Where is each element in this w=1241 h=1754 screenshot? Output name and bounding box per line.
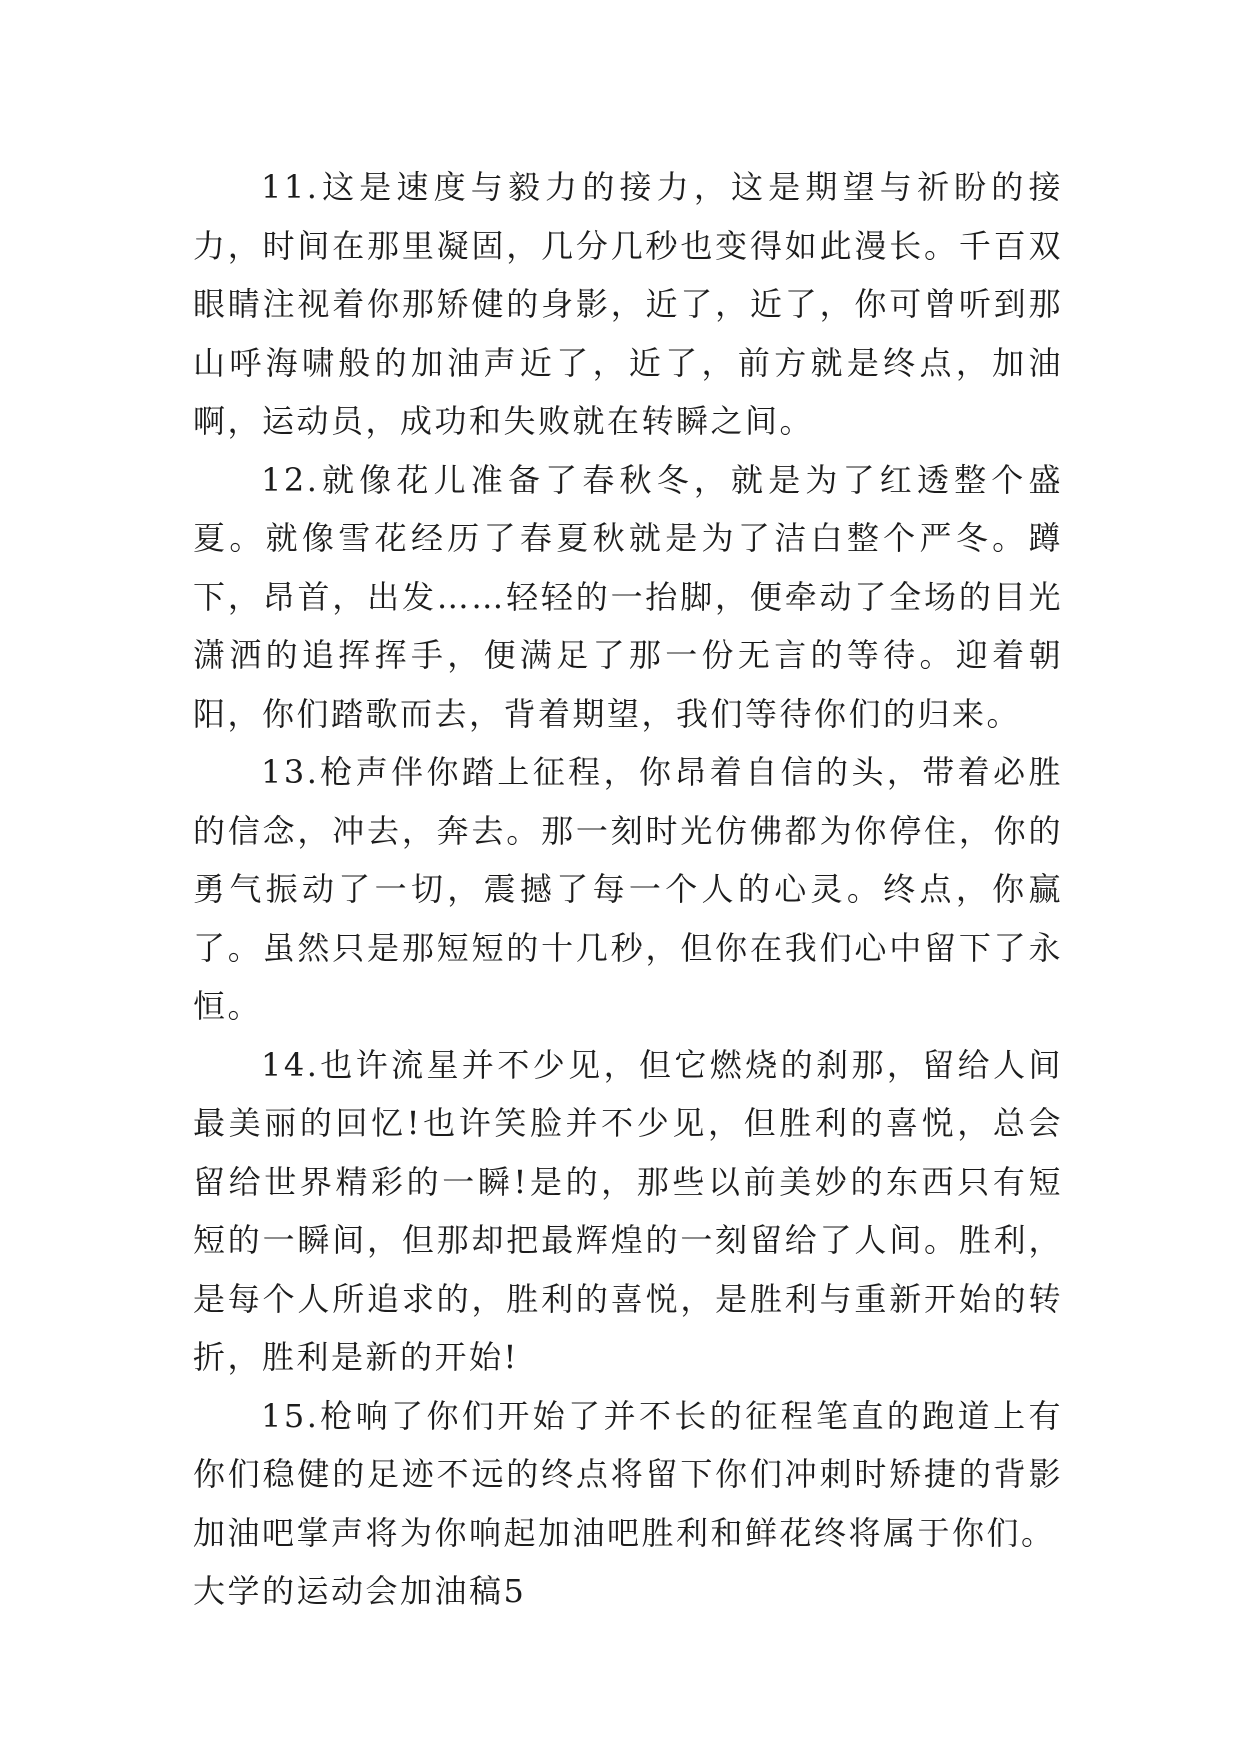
- paragraph-15: 15.枪响了你们开始了并不长的征程笔直的跑道上有你们稳健的足迹不远的终点将留下你们冲刺时矫捷的背影加油吧掌声将为你响起加油吧胜利和鲜花终将属于你们。: [193, 1396, 1063, 1552]
- paragraph-12: 12.就像花儿准备了春秋冬，就是为了红透整个盛夏。就像雪花经历了春夏秋就是为了洁白整个严冬。蹲下，昂首，出发……轻轻的一抬脚，便牵动了全场的目光潇洒的追挥挥手，便满足了那一份无言的等待。迎着朝阳，你们踏歌而去，背着期望，我们等待你们的归来。: [193, 460, 1063, 733]
- section-heading: 大学的运动会加油稿5: [193, 1572, 527, 1610]
- paragraph-13: 13.枪声伴你踏上征程，你昂着自信的头，带着必胜的信念，冲去，奔去。那一刻时光仿佛都为你停住，你的勇气振动了一切，震撼了每一个人的心灵。终点，你赢了。虽然只是那短短的十几秒，但你在我们心中留下了永恒。: [193, 753, 1063, 1025]
- paragraph-14: 14.也许流星并不少见，但它燃烧的刹那，留给人间最美丽的回忆!也许笑脸并不少见，但胜利的喜悦，总会留给世界精彩的一瞬!是的，那些以前美妙的东西只有短短的一瞬间，但那却把最辉煌的一刻留给了人间。胜利，是每个人所追求的，胜利的喜悦，是胜利与重新开始的转折，胜利是新的开始!: [193, 1045, 1063, 1376]
- paragraph-11: 11.这是速度与毅力的接力，这是期望与祈盼的接力，时间在那里凝固，几分几秒也变得如此漫长。千百双眼睛注视着你那矫健的身影，近了，近了，你可曾听到那山呼海啸般的加油声近了，近了，前方就是终点，加油啊，运动员，成功和失败就在转瞬之间。: [193, 168, 1063, 440]
- document-body: [193, 158, 1063, 1621]
